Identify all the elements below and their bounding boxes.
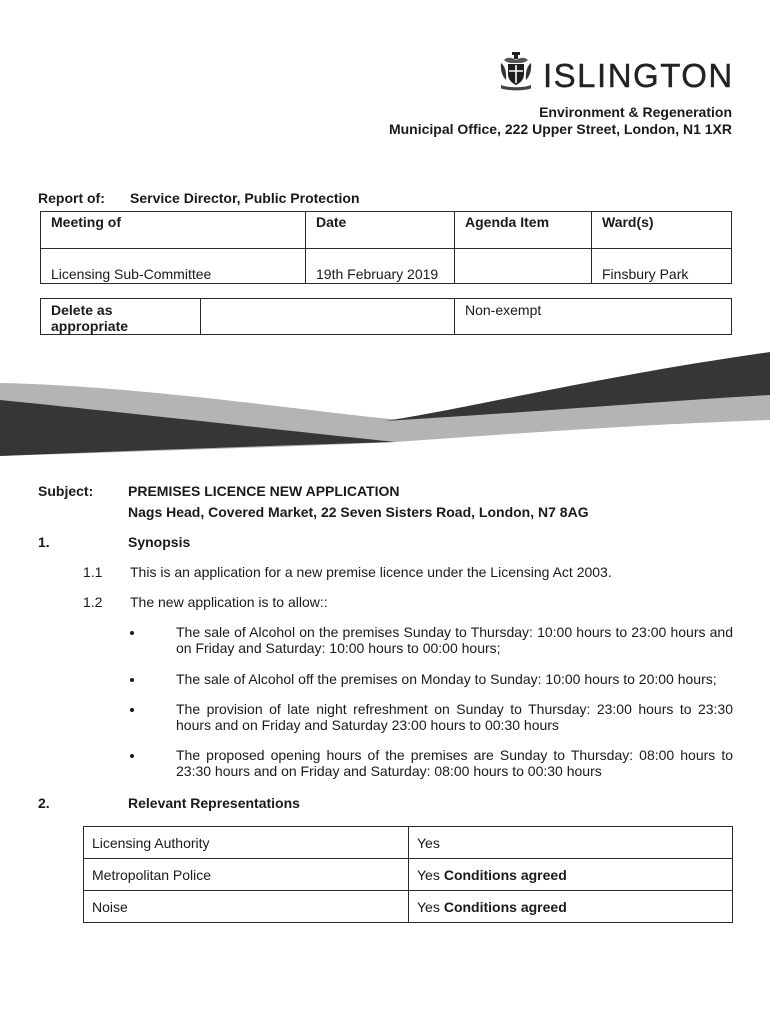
- bullet-icon: [130, 754, 134, 758]
- agenda-item-header: Agenda Item: [455, 212, 592, 249]
- paragraph-text: The new application is to allow::: [130, 594, 328, 610]
- representation-response-cell: [409, 859, 733, 891]
- label-line: Delete as: [51, 302, 113, 318]
- bullet-line: 23:30 hours and on Friday and Saturday: 08:00 hours to 00:30 hours: [176, 762, 602, 779]
- response-text: Yes: [417, 898, 440, 915]
- table-row: [84, 891, 733, 923]
- paragraph-text: This is an application for a new premise licence under the Licensing Act 2003.: [130, 564, 612, 580]
- section-2-title: Relevant Representations: [128, 795, 300, 811]
- response-text: Yes: [417, 834, 440, 851]
- date-value: 19th February 2019: [306, 249, 455, 284]
- section-1-number: 1.: [38, 534, 50, 550]
- bullet-icon: [130, 678, 134, 682]
- exempt-status-value: Non-exempt: [455, 299, 732, 335]
- exempt-table-empty-cell: [201, 299, 455, 335]
- bullet-item: [176, 672, 733, 688]
- bullet-icon: [130, 708, 134, 712]
- office-address: Municipal Office, 222 Upper Street, London, N1 1XR: [388, 121, 732, 137]
- delete-as-appropriate-label: [41, 299, 201, 335]
- agenda-item-value: [455, 249, 592, 284]
- paragraph-number: 1.1: [83, 564, 103, 580]
- table-row: [84, 859, 733, 891]
- meeting-of-header: Meeting of: [41, 212, 306, 249]
- representation-body: Metropolitan Police: [84, 859, 409, 891]
- bullet-line: The sale of Alcohol on the premises Sunday to Thursday: 10:00 hours to 23:00 hours and: [176, 624, 733, 640]
- meeting-table: [40, 211, 732, 284]
- report-of-label: Report of:: [38, 190, 105, 206]
- meeting-table-data-row: [41, 249, 732, 284]
- representations-table: [83, 826, 733, 923]
- islington-crest-icon: [499, 51, 533, 91]
- swoosh-banner: [0, 340, 770, 470]
- bullet-item: [176, 702, 733, 733]
- subject-label: Subject:: [38, 483, 94, 499]
- meeting-table-header-row: [41, 212, 732, 249]
- bullet-item: [176, 748, 733, 779]
- bullet-icon: [130, 631, 134, 635]
- bullet-line: The provision of late night refreshment on Sunday to Thursday: 23:00 hours to 23:30: [176, 701, 733, 717]
- bullet-line: on Friday and Saturday: 10:00 hours to 00:00 hours;: [176, 639, 501, 656]
- bullet-line: The proposed opening hours of the premises are Sunday to Thursday: 08:00 hours to: [176, 747, 733, 763]
- wards-header: Ward(s): [592, 212, 732, 249]
- report-of-value: Service Director, Public Protection: [130, 190, 360, 206]
- date-header: Date: [306, 212, 455, 249]
- representation-response-cell: [409, 827, 733, 859]
- logo-wordmark: ISLINGTON: [543, 57, 734, 94]
- section-2-number: 2.: [38, 795, 50, 811]
- bullet-line: The sale of Alcohol off the premises on Monday to Sunday: 10:00 hours to 20:00 hours;: [176, 671, 717, 687]
- representation-body: Licensing Authority: [84, 827, 409, 859]
- response-note: Conditions agreed: [443, 866, 567, 883]
- subject-title: PREMISES LICENCE NEW APPLICATION: [128, 483, 400, 499]
- bullet-line: hours and on Friday and Saturday 23:00 hours to 00:30 hours: [176, 716, 559, 733]
- representation-body: Noise: [84, 891, 409, 923]
- exempt-table-row: [41, 299, 732, 335]
- table-row: [84, 827, 733, 859]
- subject-address: Nags Head, Covered Market, 22 Seven Sisters Road, London, N7 8AG: [128, 504, 589, 520]
- paragraph-number: 1.2: [83, 594, 103, 610]
- label-line: appropriate: [51, 318, 129, 334]
- meeting-of-value: Licensing Sub-Committee: [41, 249, 306, 284]
- representation-response-cell: [409, 891, 733, 923]
- section-1-title: Synopsis: [128, 534, 191, 550]
- exempt-table: [40, 298, 732, 335]
- bullet-item: [176, 625, 733, 656]
- wards-value: Finsbury Park: [592, 249, 732, 284]
- response-note: Conditions agreed: [443, 898, 567, 915]
- response-text: Yes: [417, 866, 440, 883]
- department-name: Environment & Regeneration: [539, 104, 732, 120]
